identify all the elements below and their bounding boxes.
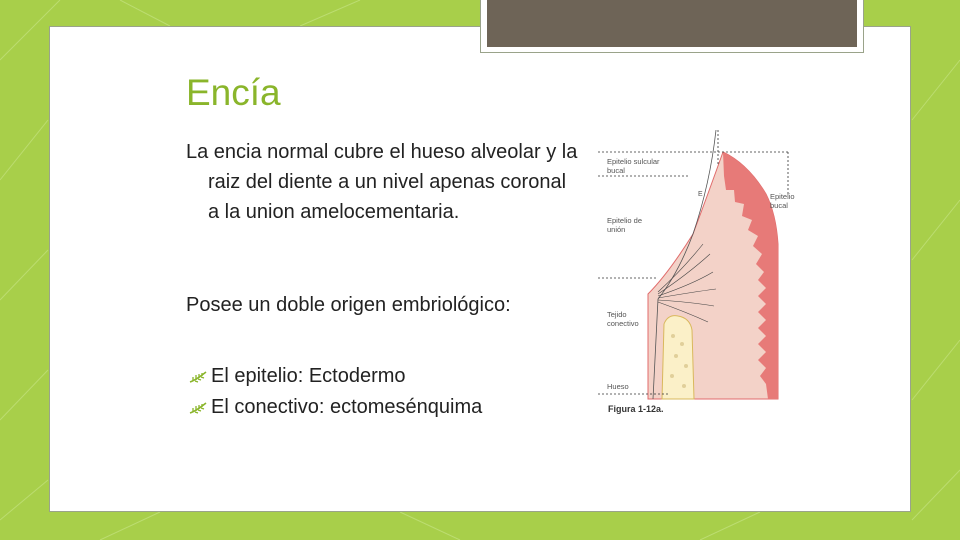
label-bone: Hueso bbox=[607, 382, 629, 391]
bullet-list bbox=[188, 361, 482, 423]
label-junctional: Epitelio de unión bbox=[607, 216, 643, 234]
list-item bbox=[188, 361, 482, 392]
paragraph-embryologic-origin: Posee un doble origen embriológico: bbox=[186, 294, 511, 316]
paragraph-gingiva-description: La encia normal cubre el hueso alveolar y la raiz del diente a un nivel apenas coronal a la union amelocementaria. bbox=[186, 141, 578, 223]
bullet-text: El epitelio: Ectodermo bbox=[211, 365, 406, 387]
fern-bullet-icon bbox=[188, 401, 208, 415]
figure-caption: Figura 1-12a. bbox=[608, 404, 664, 414]
fern-bullet-icon bbox=[188, 370, 208, 384]
label-oral-epithelium: Epitelio bucal bbox=[770, 192, 795, 210]
label-enamel: E bbox=[698, 191, 703, 198]
label-connective: Tejido conectivo bbox=[607, 310, 639, 328]
slide-title: Encía bbox=[186, 72, 281, 113]
gingiva-diagram bbox=[598, 124, 802, 430]
bullet-text: El conectivo: ectomesénquima bbox=[211, 396, 483, 418]
list-item bbox=[188, 392, 482, 423]
label-sulcular: Epitelio sulcular bucal bbox=[607, 157, 660, 175]
header-tab-bar bbox=[487, 0, 857, 47]
alveolar-bone bbox=[662, 316, 694, 399]
